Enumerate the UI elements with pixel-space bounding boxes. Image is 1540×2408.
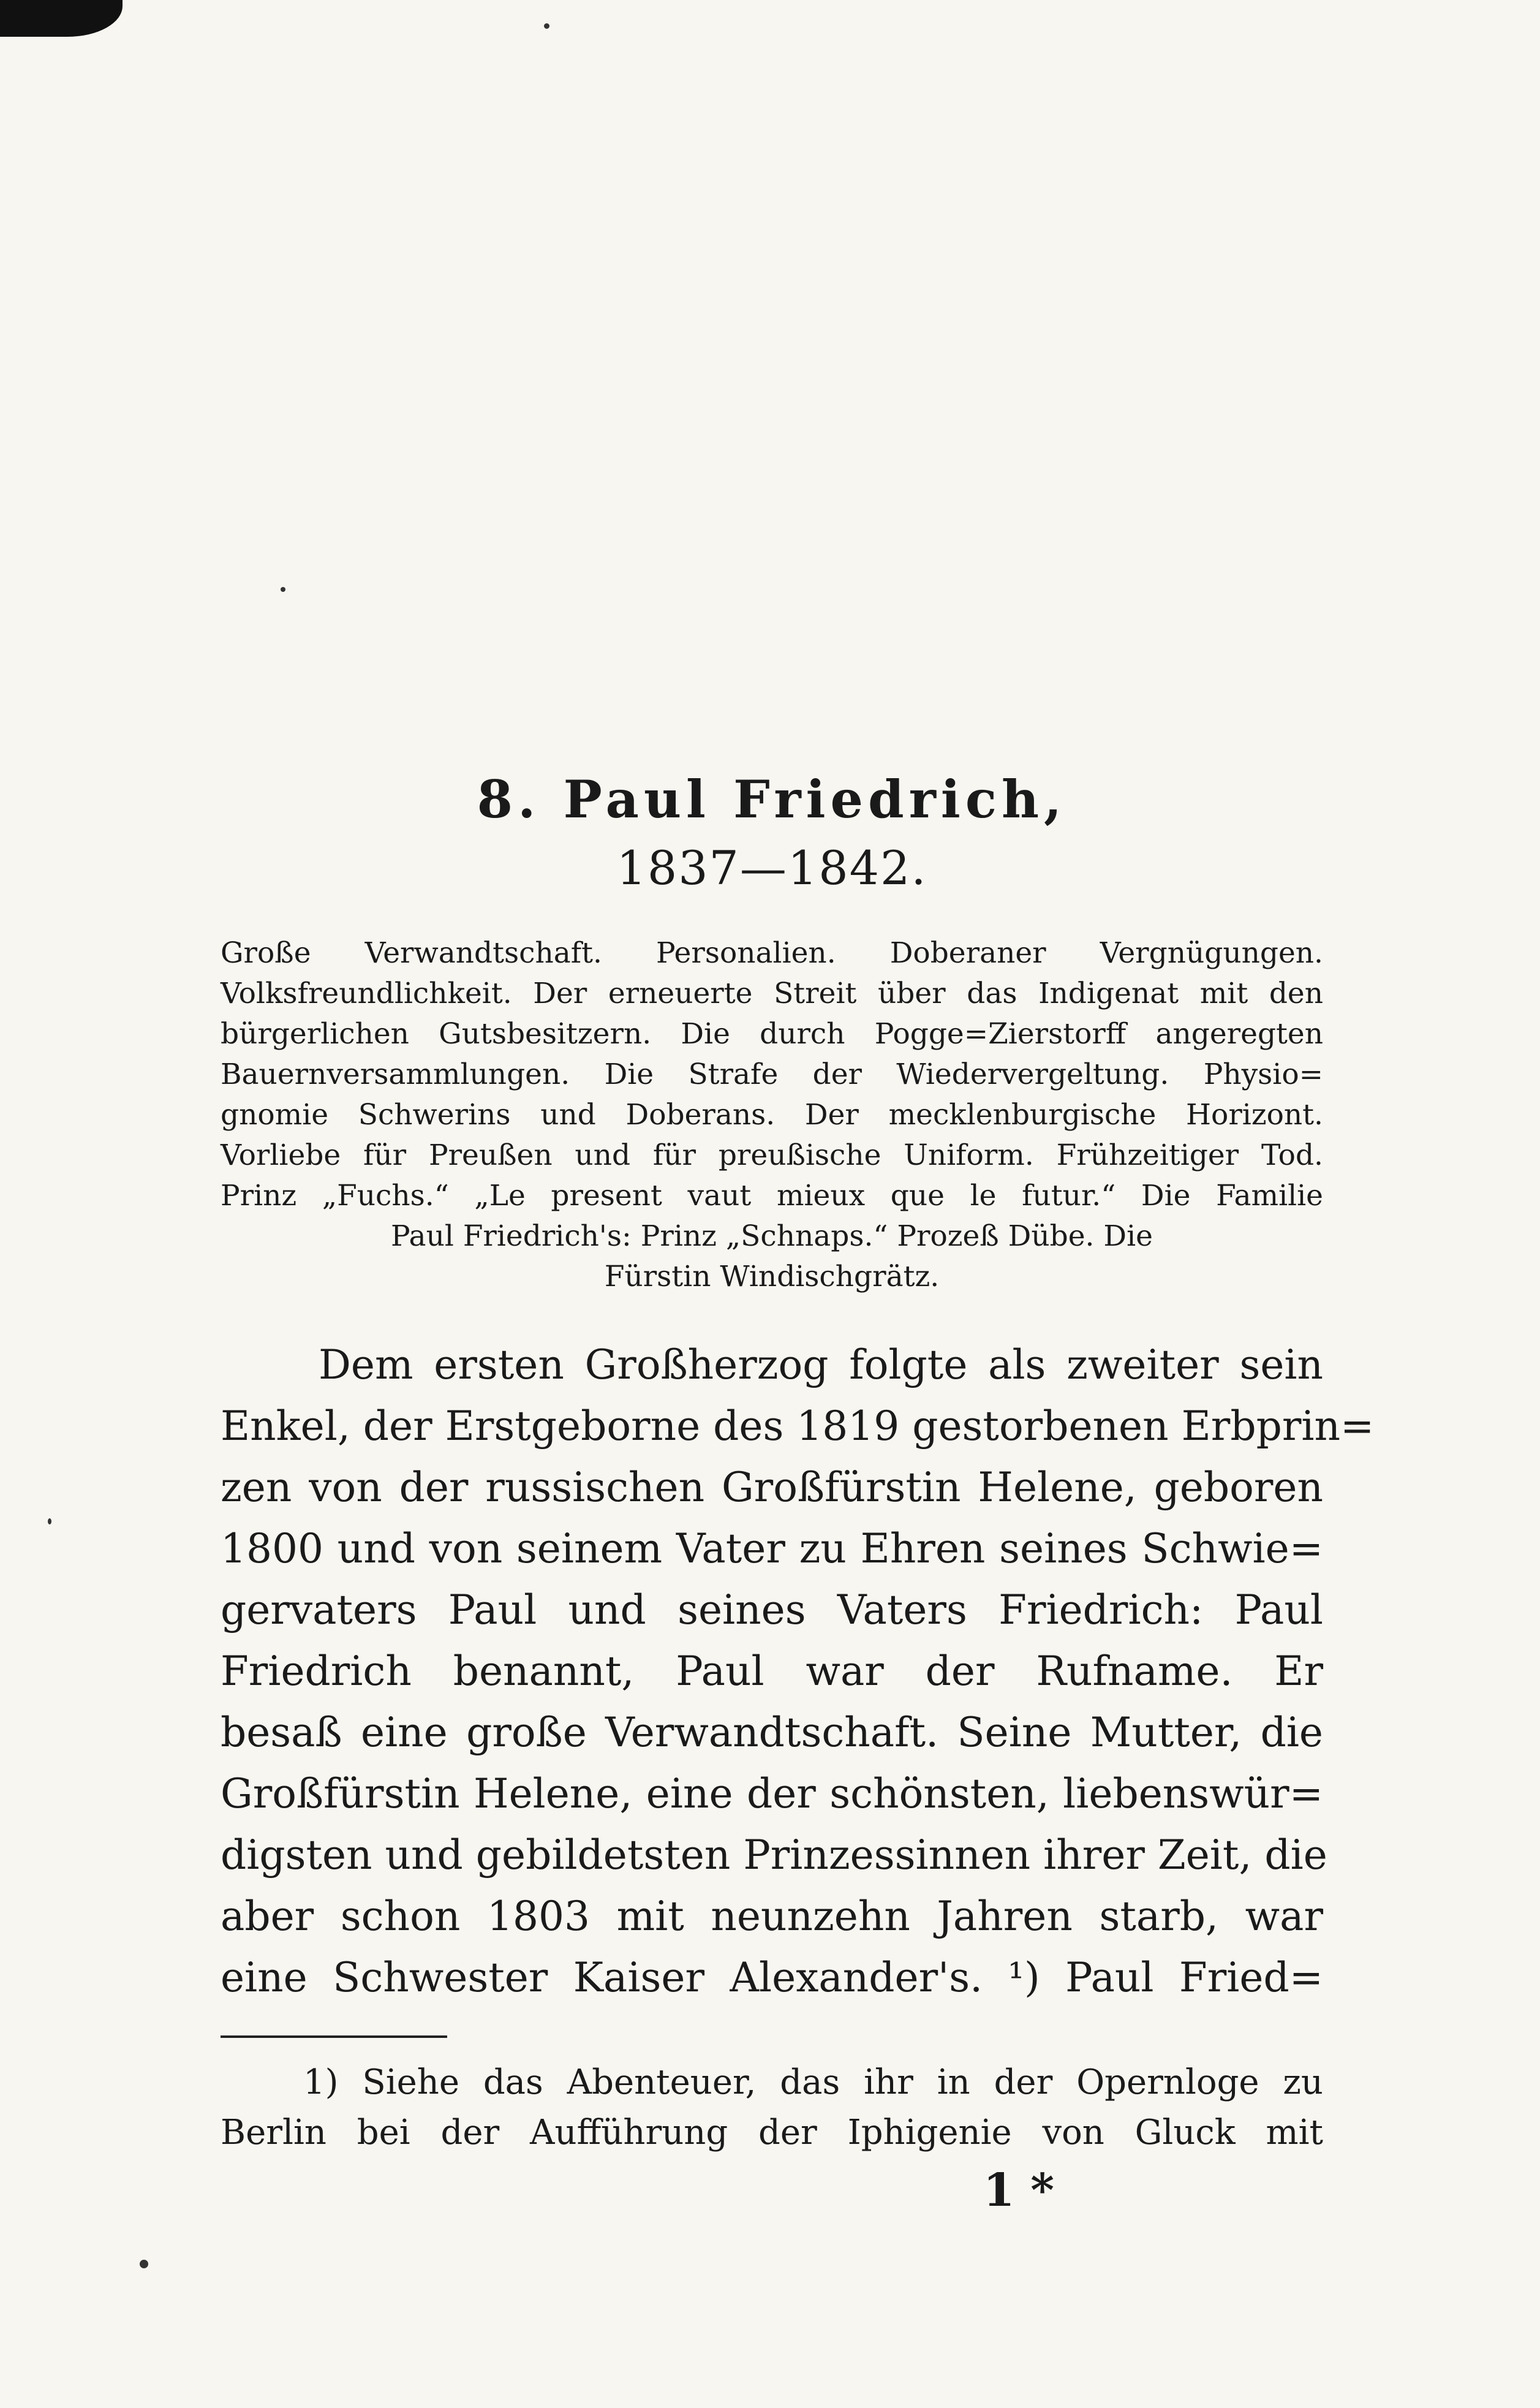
scan-speck <box>48 1518 51 1524</box>
summary-line: Volksfreundlichkeit. Der erneuerte Streit über das Indigenat mit den <box>221 977 1323 1010</box>
summary-line: Vorliebe für Preußen und für preußische Uniform. Frühzeitiger Tod. <box>221 1138 1323 1172</box>
footnote-rule <box>221 2035 447 2038</box>
summary-line: Große Verwandtschaft. Personalien. Doberaner Vergnügungen. <box>221 936 1323 970</box>
chapter-title: 8. Paul Friedrich, <box>477 769 1067 830</box>
body-line: 1800 und von seinem Vater zu Ehren seines Schwie= <box>221 1525 1323 1572</box>
body-line: besaß eine große Verwandtschaft. Seine Mutter, die <box>221 1709 1323 1756</box>
summary-line: gnomie Schwerins und Doberans. Der mecklenburgische Horizont. <box>221 1098 1323 1132</box>
scan-speck <box>140 2260 148 2268</box>
body-line: Dem ersten Großherzog folgte als zweiter sein <box>319 1341 1323 1388</box>
body-line: eine Schwester Kaiser Alexander's. ¹) Paul Fried= <box>221 1954 1323 2001</box>
summary-line: Bauernversammlungen. Die Strafe der Wiedervergeltung. Physio= <box>221 1058 1323 1091</box>
body-paragraph <box>221 1335 1375 2009</box>
body-line: gervaters Paul und seines Vaters Friedrich: Paul <box>221 1586 1323 1634</box>
body-line: Enkel, der Erstgeborne des 1819 gestorbenen Erbprin= <box>221 1403 1375 1450</box>
summary-line: Paul Friedrich's: Prinz „Schnaps.“ Prozeß Dübe. Die <box>391 1219 1153 1253</box>
body-line: aber schon 1803 mit neunzehn Jahren starb, war <box>221 1893 1323 1940</box>
chapter-summary <box>221 933 1323 1297</box>
body-line: Großfürstin Helene, eine der schönsten, liebenswür= <box>221 1770 1323 1817</box>
body-line: Friedrich benannt, Paul war der Rufname. Er <box>221 1648 1323 1695</box>
scan-speck <box>544 23 549 29</box>
body-line: digsten und gebildetsten Prinzessinnen ihrer Zeit, die <box>221 1831 1327 1879</box>
summary-line: Prinz „Fuchs.“ „Le present vaut mieux que le futur.“ Die Familie <box>221 1179 1323 1213</box>
summary-line: bürgerlichen Gutsbesitzern. Die durch Pogge=Zierstorff angeregten <box>221 1017 1323 1051</box>
footnote-line: 1) Siehe das Abenteuer, das ihr in der Opernloge zu <box>303 2062 1323 2102</box>
footnote-line: Berlin bei der Aufführung der Iphigenie von Gluck mit <box>221 2113 1323 2152</box>
scan-speck <box>281 587 285 592</box>
footnote <box>221 2058 1323 2158</box>
chapter-years: 1837—1842. <box>616 841 927 895</box>
signature-mark: 1 * <box>983 2164 1054 2217</box>
body-line: zen von der russischen Großfürstin Helene, geboren <box>221 1464 1323 1511</box>
scan-edge-mark <box>0 0 123 37</box>
summary-line: Fürstin Windischgrätz. <box>604 1260 940 1293</box>
